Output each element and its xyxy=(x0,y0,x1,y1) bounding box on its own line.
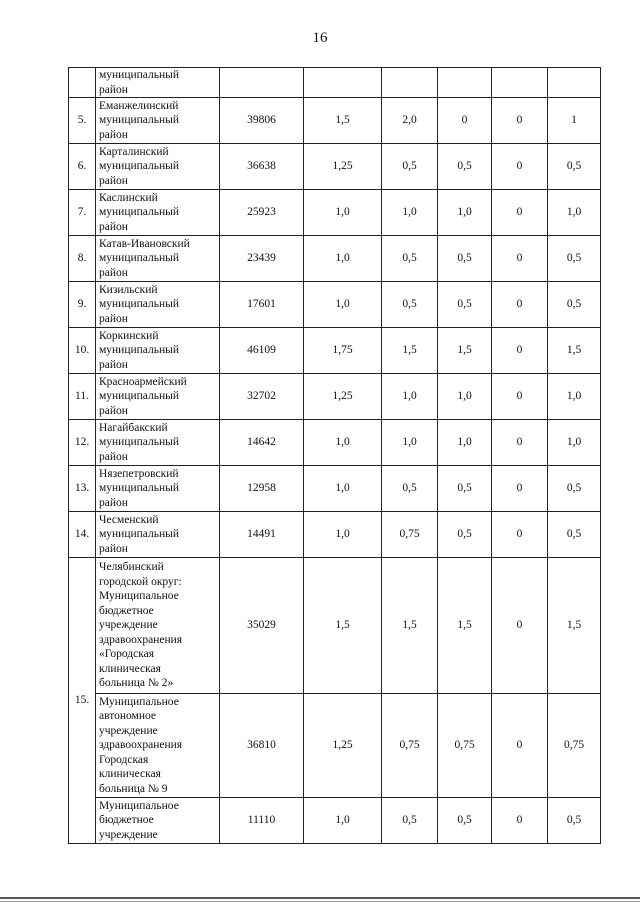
value-cell-1: 1,25 xyxy=(304,144,382,190)
row-number-cell: 13. xyxy=(69,466,96,512)
value-cell-4: 0 xyxy=(492,420,548,466)
value-cell-1 xyxy=(304,68,382,98)
population-cell: 36810 xyxy=(220,694,304,798)
value-cell-4: 0 xyxy=(492,98,548,144)
value-cell-2 xyxy=(382,68,438,98)
table-row xyxy=(69,466,601,512)
value-cell-4: 0 xyxy=(492,694,548,798)
value-cell-5: 0,5 xyxy=(548,282,601,328)
table-row xyxy=(69,694,601,798)
value-cell-2: 0,75 xyxy=(382,512,438,558)
value-cell-4 xyxy=(492,68,548,98)
value-cell-1: 1,0 xyxy=(304,512,382,558)
value-cell-5: 0,5 xyxy=(548,512,601,558)
value-cell-5 xyxy=(548,68,601,98)
bottom-rule-thin xyxy=(0,901,640,902)
row-number-cell: 14. xyxy=(69,512,96,558)
value-cell-2: 2,0 xyxy=(382,98,438,144)
population-cell: 12958 xyxy=(220,466,304,512)
value-cell-4: 0 xyxy=(492,558,548,694)
row-number-cell: 5. xyxy=(69,98,96,144)
population-cell: 14491 xyxy=(220,512,304,558)
row-number-cell: 15. xyxy=(69,558,96,844)
district-name-cell: Нязепетровский муниципальный район xyxy=(96,466,220,512)
value-cell-3: 0,5 xyxy=(438,512,492,558)
value-cell-1: 1,0 xyxy=(304,282,382,328)
value-cell-3: 1,5 xyxy=(438,558,492,694)
value-cell-1: 1,75 xyxy=(304,328,382,374)
district-name-cell: Красноармейский муниципальный район xyxy=(96,374,220,420)
value-cell-2: 1,0 xyxy=(382,420,438,466)
population-cell xyxy=(220,68,304,98)
value-cell-3: 1,0 xyxy=(438,420,492,466)
district-name-cell: Коркинский муниципальный район xyxy=(96,328,220,374)
population-cell: 14642 xyxy=(220,420,304,466)
value-cell-5: 0,5 xyxy=(548,466,601,512)
district-name-cell: муниципальный район xyxy=(96,68,220,98)
row-number-cell xyxy=(69,68,96,98)
value-cell-4: 0 xyxy=(492,466,548,512)
population-cell: 17601 xyxy=(220,282,304,328)
value-cell-5: 0,5 xyxy=(548,798,601,844)
population-cell: 32702 xyxy=(220,374,304,420)
row-number-cell: 10. xyxy=(69,328,96,374)
value-cell-3: 1,0 xyxy=(438,190,492,236)
population-cell: 11110 xyxy=(220,798,304,844)
value-cell-4: 0 xyxy=(492,144,548,190)
value-cell-1: 1,0 xyxy=(304,466,382,512)
row-number-cell: 12. xyxy=(69,420,96,466)
population-cell: 25923 xyxy=(220,190,304,236)
value-cell-2: 0,5 xyxy=(382,236,438,282)
value-cell-3: 0 xyxy=(438,98,492,144)
row-number-cell: 11. xyxy=(69,374,96,420)
institution-name-cell: Муниципальное бюджетное учреждение xyxy=(96,798,220,844)
value-cell-5: 1,0 xyxy=(548,420,601,466)
value-cell-1: 1,0 xyxy=(304,236,382,282)
district-name-cell: Карталинский муниципальный район xyxy=(96,144,220,190)
table-row xyxy=(69,374,601,420)
value-cell-2: 0,5 xyxy=(382,466,438,512)
page-number: 16 xyxy=(312,30,328,46)
value-cell-4: 0 xyxy=(492,512,548,558)
table-row xyxy=(69,68,601,98)
table-row xyxy=(69,282,601,328)
value-cell-1: 1,0 xyxy=(304,420,382,466)
population-cell: 35029 xyxy=(220,558,304,694)
value-cell-3: 0,5 xyxy=(438,798,492,844)
value-cell-2: 1,5 xyxy=(382,328,438,374)
value-cell-3 xyxy=(438,68,492,98)
table-row xyxy=(69,144,601,190)
value-cell-2: 0,5 xyxy=(382,144,438,190)
value-cell-2: 1,5 xyxy=(382,558,438,694)
district-name-cell: Кизильский муниципальный район xyxy=(96,282,220,328)
value-cell-2: 1,0 xyxy=(382,374,438,420)
table-row xyxy=(69,420,601,466)
value-cell-3: 1,5 xyxy=(438,328,492,374)
value-cell-3: 0,5 xyxy=(438,144,492,190)
value-cell-1: 1,0 xyxy=(304,190,382,236)
institution-name-cell: Челябинский городской округ: Муниципальное бюджетное учреждение здравоохранения «Городская клиническая больница № 2» xyxy=(96,558,220,694)
value-cell-5: 1 xyxy=(548,98,601,144)
population-cell: 39806 xyxy=(220,98,304,144)
row-number-cell: 8. xyxy=(69,236,96,282)
district-name-cell: Каслинский муниципальный район xyxy=(96,190,220,236)
population-cell: 23439 xyxy=(220,236,304,282)
value-cell-3: 0,5 xyxy=(438,466,492,512)
value-cell-5: 1,0 xyxy=(548,190,601,236)
table-row xyxy=(69,512,601,558)
value-cell-4: 0 xyxy=(492,798,548,844)
table-row xyxy=(69,558,601,694)
value-cell-2: 1,0 xyxy=(382,190,438,236)
value-cell-3: 0,75 xyxy=(438,694,492,798)
value-cell-1: 1,5 xyxy=(304,98,382,144)
institution-name-cell: Муниципальное автономное учреждение здравоохранения Городская клиническая больница № 9 xyxy=(96,694,220,798)
value-cell-4: 0 xyxy=(492,328,548,374)
population-cell: 46109 xyxy=(220,328,304,374)
value-cell-5: 0,5 xyxy=(548,144,601,190)
row-number-cell: 6. xyxy=(69,144,96,190)
value-cell-2: 0,75 xyxy=(382,694,438,798)
value-cell-4: 0 xyxy=(492,236,548,282)
table-row xyxy=(69,190,601,236)
bottom-rule xyxy=(0,897,640,899)
value-cell-5: 1,5 xyxy=(548,328,601,374)
district-name-cell: Нагайбакский муниципальный район xyxy=(96,420,220,466)
value-cell-2: 0,5 xyxy=(382,282,438,328)
value-cell-1: 1,25 xyxy=(304,694,382,798)
data-table xyxy=(68,67,601,844)
value-cell-5: 0,75 xyxy=(548,694,601,798)
value-cell-5: 1,0 xyxy=(548,374,601,420)
row-number-cell: 7. xyxy=(69,190,96,236)
value-cell-1: 1,25 xyxy=(304,374,382,420)
table-row xyxy=(69,98,601,144)
population-cell: 36638 xyxy=(220,144,304,190)
value-cell-5: 1,5 xyxy=(548,558,601,694)
value-cell-2: 0,5 xyxy=(382,798,438,844)
value-cell-1: 1,5 xyxy=(304,558,382,694)
value-cell-4: 0 xyxy=(492,282,548,328)
value-cell-3: 0,5 xyxy=(438,236,492,282)
district-name-cell: Катав-Ивановский муниципальный район xyxy=(96,236,220,282)
value-cell-5: 0,5 xyxy=(548,236,601,282)
value-cell-3: 1,0 xyxy=(438,374,492,420)
value-cell-4: 0 xyxy=(492,190,548,236)
table-row xyxy=(69,328,601,374)
value-cell-4: 0 xyxy=(492,374,548,420)
value-cell-3: 0,5 xyxy=(438,282,492,328)
value-cell-1: 1,0 xyxy=(304,798,382,844)
table-row xyxy=(69,798,601,844)
table-row xyxy=(69,236,601,282)
district-name-cell: Еманжелинский муниципальный район xyxy=(96,98,220,144)
district-name-cell: Чесменский муниципальный район xyxy=(96,512,220,558)
row-number-cell: 9. xyxy=(69,282,96,328)
table-body xyxy=(69,68,601,844)
